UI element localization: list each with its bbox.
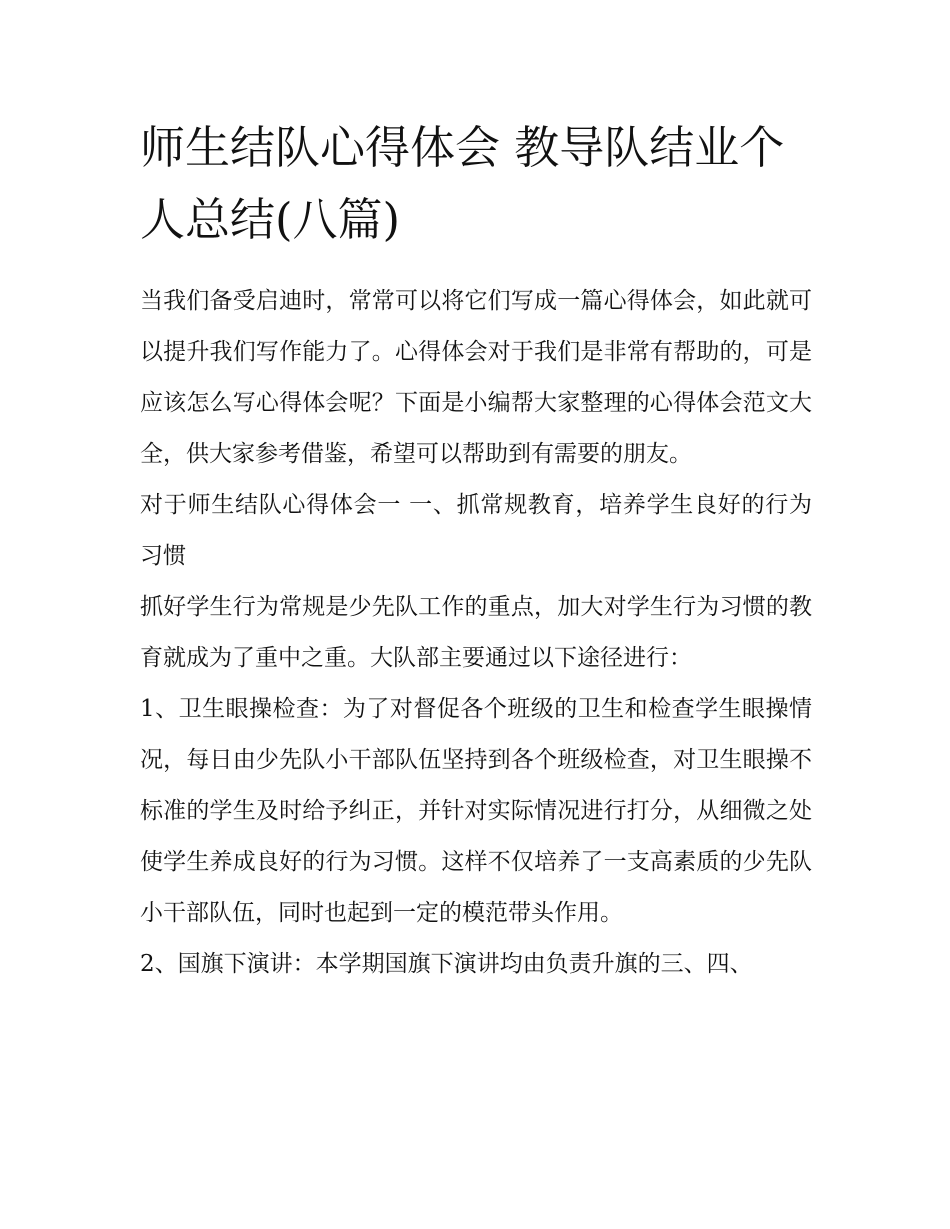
- document-title: 师生结队心得体会 教导队结业个人总结(八篇): [140, 121, 785, 246]
- list-item-2: 2、国旗下演讲：本学期国旗下演讲均由负责升旗的三、四、: [140, 951, 753, 977]
- intro-paragraph: 当我们备受启迪时，常常可以将它们写成一篇心得体会，如此就可以提升我们写作能力了。心得体会对于我们是非常有帮助的，可是应该怎么写心得体会呢？下面是小编帮大家整理的心得体会范文大全，供大家参考借鉴，希望可以帮助到有需要的朋友。: [140, 288, 812, 467]
- section-heading: 对于师生结队心得体会一 一、抓常规教育，培养学生良好的行为习惯: [140, 492, 812, 569]
- list-item-1: 1、卫生眼操检查：为了对督促各个班级的卫生和检查学生眼操情况，每日由少先队小干部队伍坚持到各个班级检查，对卫生眼操不标准的学生及时给予纠正，并针对实际情况进行打分，从细微之处使学生养成良好的行为习惯。这样不仅培养了一支高素质的少先队小干部队伍，同时也起到一定的模范带头作用。: [140, 696, 812, 926]
- body-paragraph: 抓好学生行为常规是少先队工作的重点，加大对学生行为习惯的教育就成为了重中之重。大队部主要通过以下途径进行：: [140, 594, 812, 671]
- document-body: [140, 112, 812, 990]
